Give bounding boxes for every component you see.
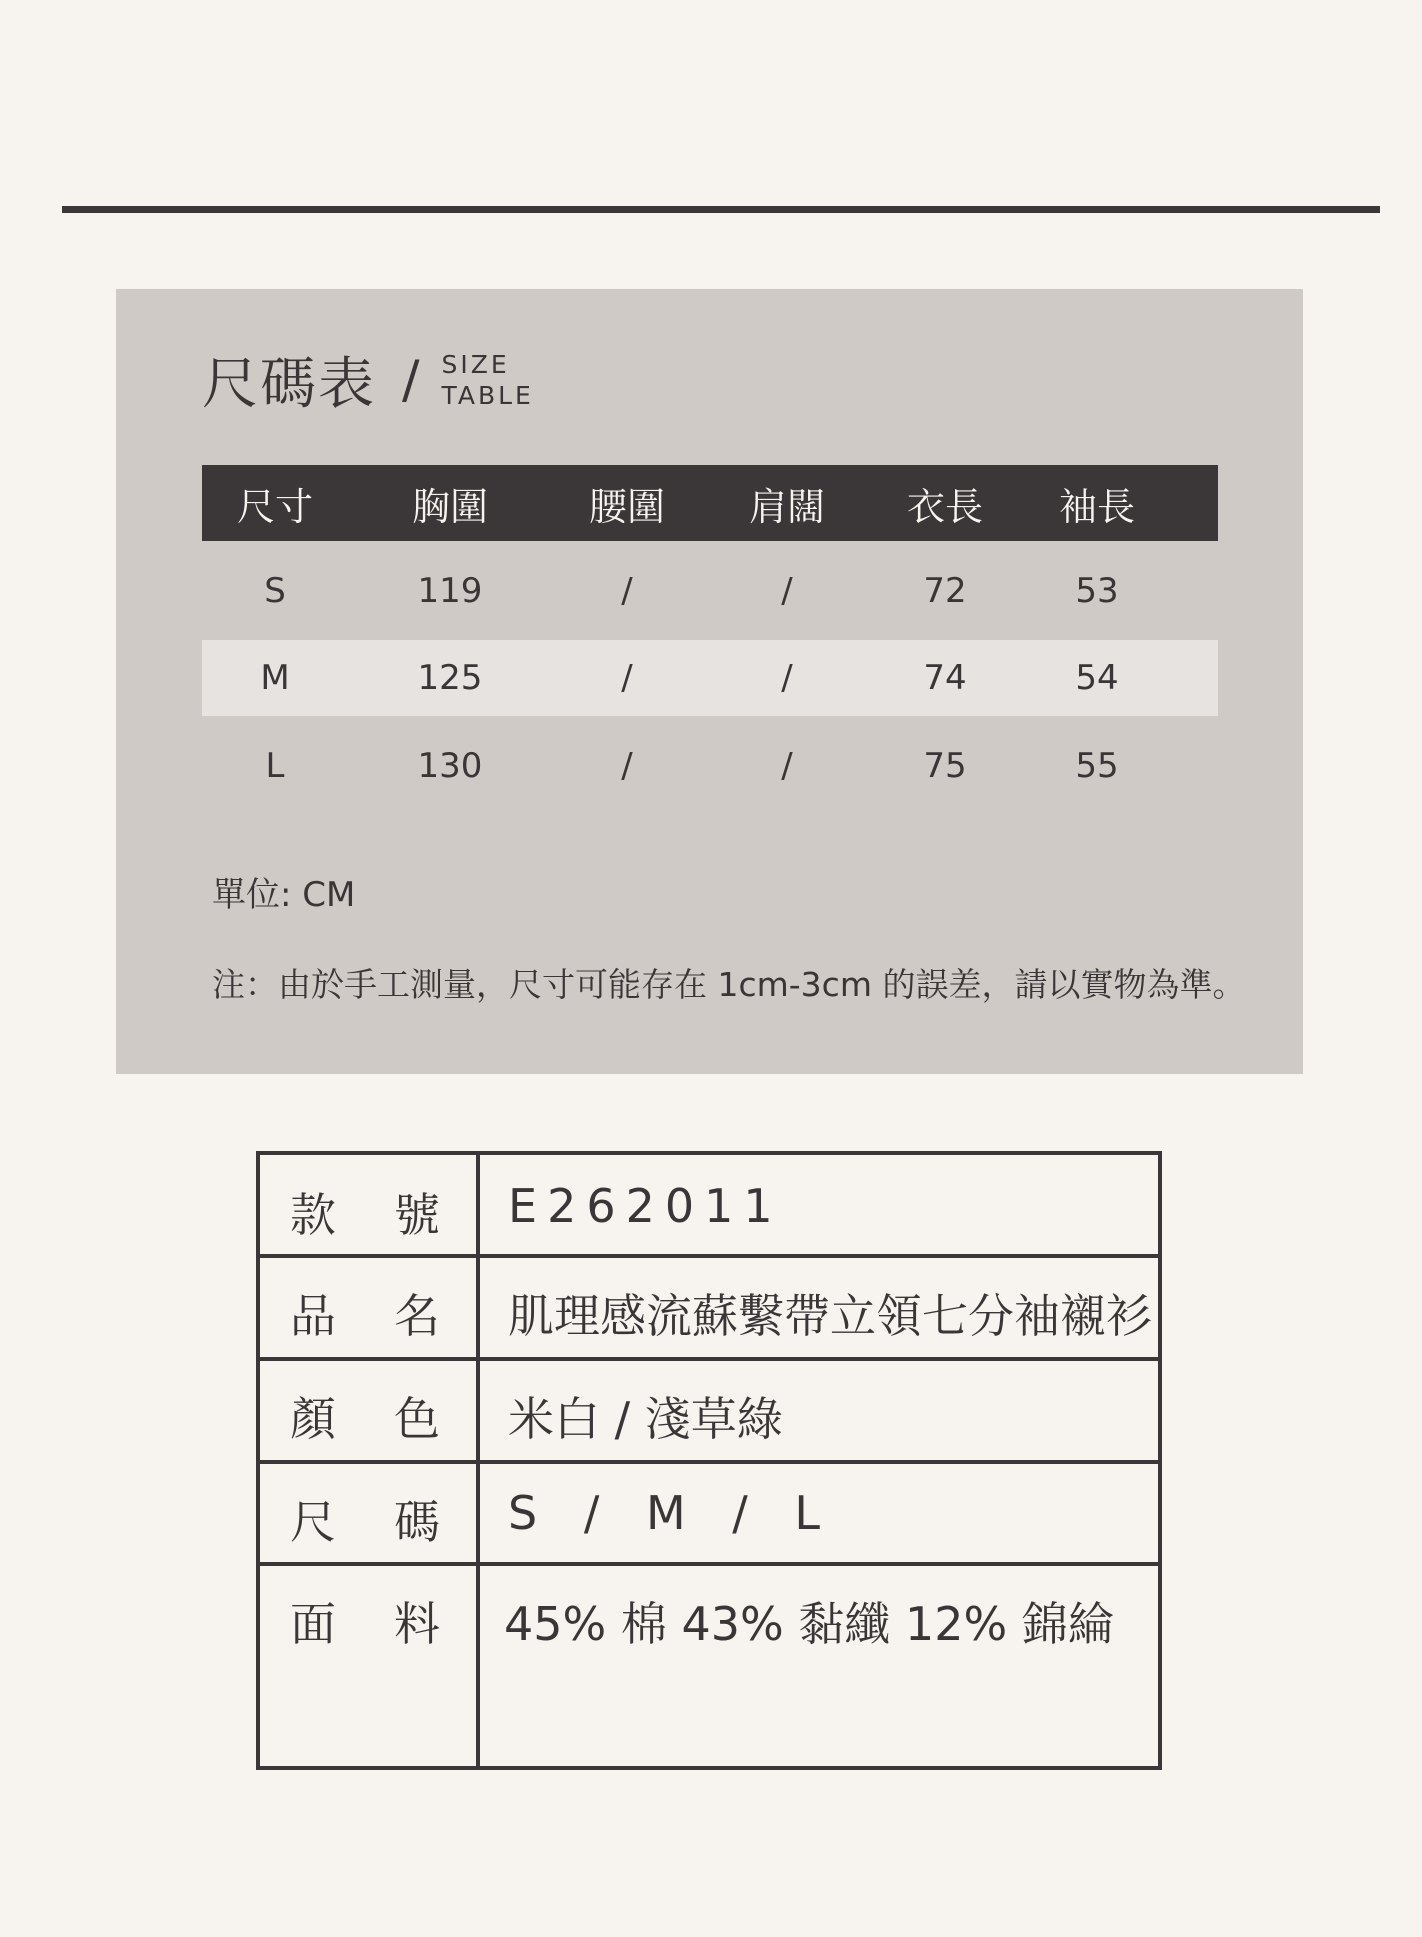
cell-size: L bbox=[265, 745, 285, 786]
info-value-fabric: 45% 棉 43% 黏纖 12% 錦綸 bbox=[504, 1597, 1114, 1651]
cell-size: S bbox=[264, 570, 286, 611]
unit-label: 單位: CM bbox=[212, 875, 356, 915]
info-row-fabric bbox=[260, 1566, 1158, 1766]
title-english bbox=[442, 349, 534, 411]
info-value-size: S / M / L bbox=[508, 1486, 836, 1540]
column-divider bbox=[476, 1464, 480, 1562]
cell-sleeve: 53 bbox=[1075, 570, 1119, 611]
cell-sleeve: 55 bbox=[1075, 745, 1119, 786]
label-char: 款 bbox=[290, 1188, 336, 1242]
cell-chest: 119 bbox=[417, 570, 483, 611]
table-row bbox=[202, 541, 1218, 640]
cell-chest: 130 bbox=[417, 745, 483, 786]
title-english-line1: SIZE bbox=[441, 350, 510, 379]
column-divider bbox=[476, 1258, 480, 1357]
cell-sleeve: 54 bbox=[1075, 658, 1119, 698]
title-english-line2: TABLE bbox=[441, 381, 534, 410]
title-chinese: 尺碼表 bbox=[202, 352, 376, 417]
label-char: 尺 bbox=[290, 1495, 336, 1549]
header-size: 尺寸 bbox=[236, 484, 313, 529]
header-waist: 腰圍 bbox=[588, 484, 665, 529]
measurement-note: 注：由於手工測量，尺寸可能存在 1cm-3cm 的誤差，請以實物為準。 bbox=[212, 965, 1246, 1004]
info-value-product-name: 肌理感流蘇繫帶立領七分袖襯衫 bbox=[508, 1289, 1152, 1343]
label-char: 號 bbox=[394, 1188, 440, 1242]
title-slash: / bbox=[402, 350, 420, 410]
product-info-table bbox=[256, 1151, 1162, 1770]
cell-shoulder: / bbox=[781, 570, 793, 611]
label-char: 面 bbox=[290, 1597, 336, 1651]
info-value-color: 米白 / 淺草綠 bbox=[508, 1392, 783, 1446]
info-value-style-number: E262011 bbox=[508, 1179, 783, 1233]
info-label bbox=[290, 1179, 440, 1245]
column-divider bbox=[476, 1566, 480, 1766]
label-char: 品 bbox=[290, 1289, 336, 1343]
label-char: 色 bbox=[394, 1392, 440, 1446]
cell-length: 72 bbox=[923, 570, 967, 611]
size-chart-panel bbox=[116, 289, 1303, 1074]
cell-chest: 125 bbox=[417, 658, 483, 698]
info-label bbox=[290, 1280, 440, 1346]
info-label bbox=[290, 1486, 440, 1552]
cell-waist: / bbox=[621, 745, 633, 786]
label-char: 碼 bbox=[394, 1495, 440, 1549]
cell-size: M bbox=[260, 658, 290, 698]
info-label bbox=[290, 1588, 440, 1654]
label-char: 名 bbox=[394, 1289, 440, 1343]
label-char: 料 bbox=[394, 1597, 440, 1651]
table-row bbox=[202, 716, 1218, 815]
cell-waist: / bbox=[621, 570, 633, 611]
column-divider bbox=[476, 1155, 480, 1254]
cell-shoulder: / bbox=[781, 658, 793, 698]
info-label bbox=[290, 1383, 440, 1449]
table-row bbox=[202, 640, 1218, 716]
size-table bbox=[202, 465, 1218, 815]
column-divider bbox=[476, 1361, 480, 1460]
cell-length: 74 bbox=[923, 658, 967, 698]
info-row-size bbox=[260, 1464, 1158, 1566]
cell-waist: / bbox=[621, 658, 633, 698]
info-row-color bbox=[260, 1361, 1158, 1464]
info-row-style-number bbox=[260, 1155, 1158, 1258]
header-sleeve: 袖長 bbox=[1058, 484, 1135, 529]
header-shoulder: 肩闊 bbox=[748, 484, 825, 529]
size-table-header bbox=[202, 465, 1218, 541]
label-char: 顏 bbox=[290, 1392, 336, 1446]
cell-shoulder: / bbox=[781, 745, 793, 786]
top-divider-rule bbox=[62, 206, 1380, 213]
header-chest: 胸圍 bbox=[411, 484, 488, 529]
header-length: 衣長 bbox=[906, 484, 983, 529]
cell-length: 75 bbox=[923, 745, 967, 786]
info-row-product-name bbox=[260, 1258, 1158, 1361]
size-chart-title bbox=[202, 345, 534, 415]
